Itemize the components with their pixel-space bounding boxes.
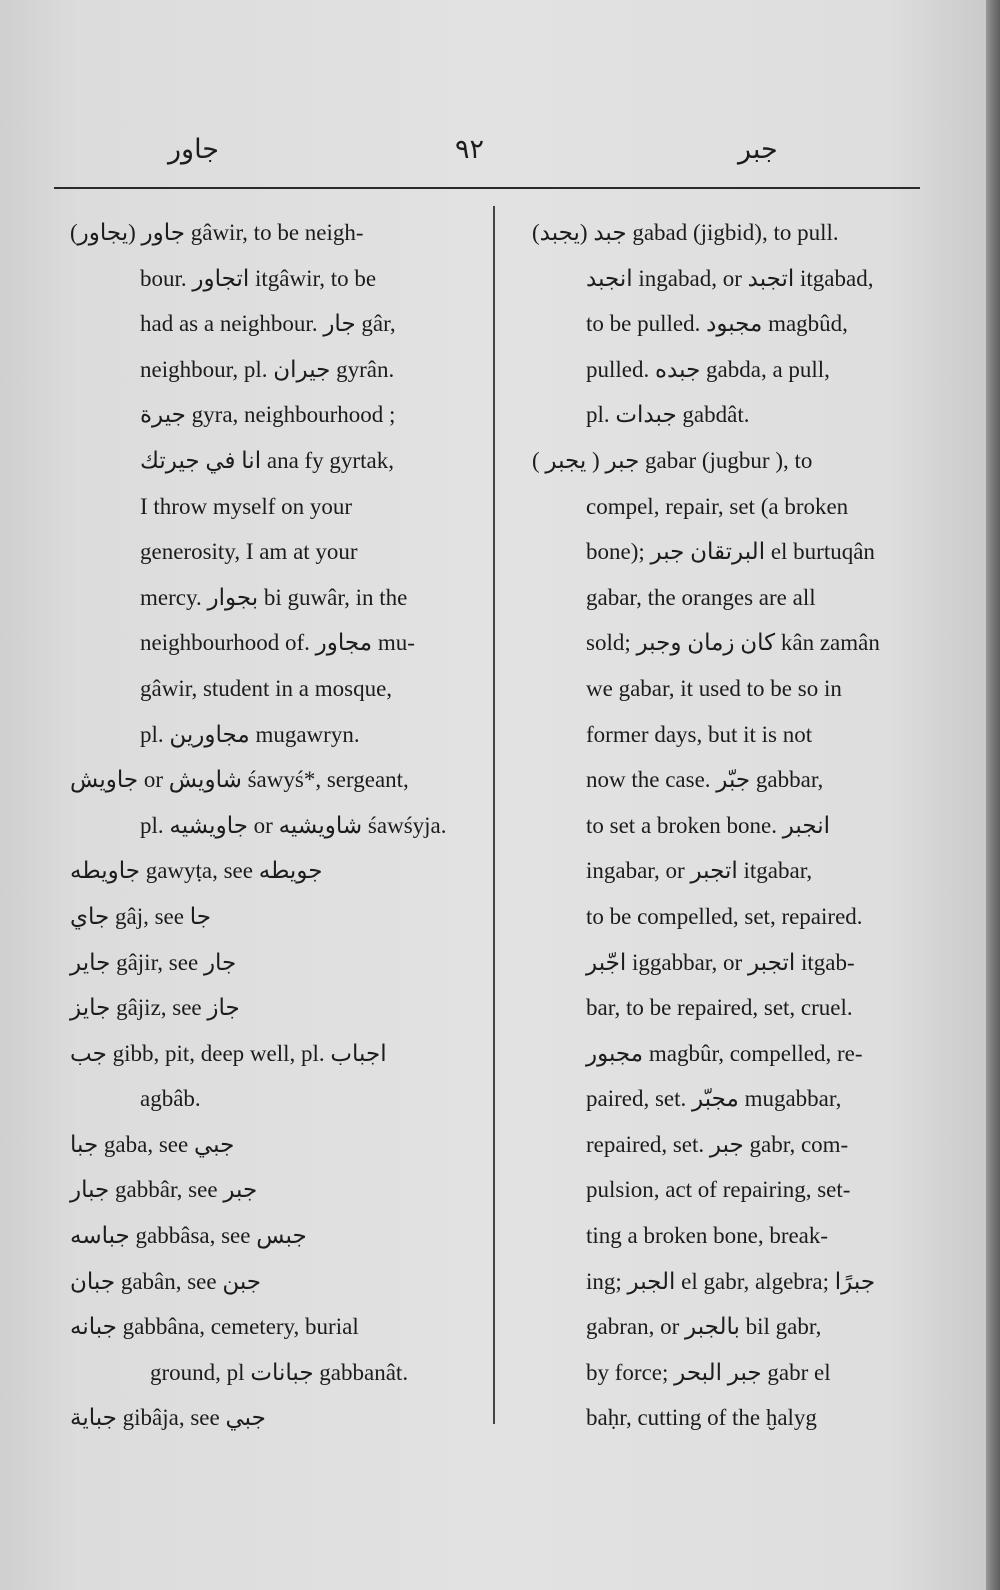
dictionary-line: pl. مجاورين mugawryn. [140,721,360,747]
dictionary-line: انجبد ingabad, or اتجبد itgabad, [586,265,874,291]
dictionary-line: repaired, set. جبر gabr, com- [586,1131,849,1157]
dictionary-line: جاي gâj, see جا [70,903,211,929]
dictionary-line: جبان gabân, see جبن [70,1268,262,1294]
dictionary-line: bour. اتجاور itgâwir, to be [140,265,377,291]
dictionary-line: to set a broken bone. انجبر [586,812,831,838]
dictionary-line: bar, to be repaired, set, cruel. [586,995,853,1021]
dictionary-line: gabran, or بالجبر bil gabr, [586,1314,822,1340]
dictionary-line: pl. جاويشيه or شاويشيه śawśyja. [140,812,447,838]
dictionary-line: to be pulled. مجبود magbûd, [586,311,848,337]
right-column [532,210,932,1441]
dictionary-line: ting a broken bone, break- [586,1223,829,1249]
dictionary-line: to be compelled, set, repaired. [586,903,863,929]
dictionary-line: gabar, the oranges are all [586,584,816,610]
dictionary-line: we gabar, it used to be so in [586,675,842,701]
page-edge [986,0,1000,1590]
dictionary-line: baḥr, cutting of the ḫalyg [586,1405,817,1431]
dictionary-line: I throw myself on your [140,493,353,519]
dictionary-line: ground, pl جبانات gabbanât. [150,1359,409,1385]
dictionary-line: ing; الجبر el gabr, algebra; جبرًا [586,1268,876,1294]
dictionary-line: جيرة gyra, neighbourhood ; [140,402,396,428]
left-column [70,210,488,1441]
dictionary-line: مجبور magbûr, compelled, re- [586,1040,863,1066]
dictionary-line: جاير gâjir, see جار [70,949,237,975]
dictionary-line: جباية gibâja, see جبي [70,1405,266,1431]
dictionary-line: اجّبر iggabbar, or اتجبر itgab- [586,949,855,975]
dictionary-line: جبار gabbâr, see جبر [70,1177,258,1203]
dictionary-line: by force; جبر البحر gabr el [586,1359,831,1385]
dictionary-line: انا في جيرتك ana fy gyrtak, [140,447,394,473]
dictionary-line: neighbourhood of. مجاور mu- [140,630,415,656]
dictionary-line: جبد (يجبد) gabad (jigbid), to pull. [532,220,839,245]
dictionary-line: paired, set. مجبّر mugabbar, [586,1086,842,1112]
dictionary-line: جبا gaba, see جبي [70,1131,235,1157]
dictionary-line: pl. جبدات gabdât. [586,402,750,428]
dictionary-line: pulsion, act of repairing, set- [586,1177,851,1203]
dictionary-line: agbâb. [140,1086,201,1112]
dictionary-line: now the case. جبّر gabbar, [586,767,824,793]
dictionary-line: bone); البرتقان جبر el burtuqân [586,539,875,565]
dictionary-line: جاور (يجاور) gâwir, to be neigh- [70,220,364,245]
dictionary-line: جاويطه gawyṭa, see جويطه [70,858,323,884]
dictionary-line: جباسه gabbâsa, see جبس [70,1223,307,1249]
page-number: ٩٢ [455,134,485,164]
dictionary-line: جب gibb, pit, deep well, pl. اجباب [70,1040,387,1066]
dictionary-line: had as a neighbour. جار gâr, [140,311,396,337]
dictionary-line: neighbour, pl. جيران gyrân. [140,356,395,382]
dictionary-line: mercy. بجوار bi guwâr, in the [140,584,408,610]
dictionary-line: gâwir, student in a mosque, [140,675,393,701]
running-head-left: جاور [168,134,219,164]
dictionary-line: جاويش or شاويش śawyś*, sergeant, [70,767,409,793]
dictionary-line: pulled. جبده gabda, a pull, [586,356,830,382]
header-rule [54,187,920,189]
column-divider [493,206,495,1424]
dictionary-line: ingabar, or اتجبر itgabar, [586,858,813,884]
dictionary-line: compel, repair, set (a broken [586,493,849,519]
dictionary-line: sold; كان زمان وجبر kân zamân [586,630,880,656]
dictionary-line: جبر ( يجبر ) gabar (jugbur ), to [532,447,813,473]
dictionary-line: generosity, I am at your [140,539,358,565]
dictionary-line: جبانه gabbâna, cemetery, burial [70,1314,359,1340]
dictionary-line: جايز gâjiz, see جاز [70,995,240,1021]
dictionary-line: former days, but it is not [586,721,813,747]
running-head-right: جبر [738,134,778,164]
